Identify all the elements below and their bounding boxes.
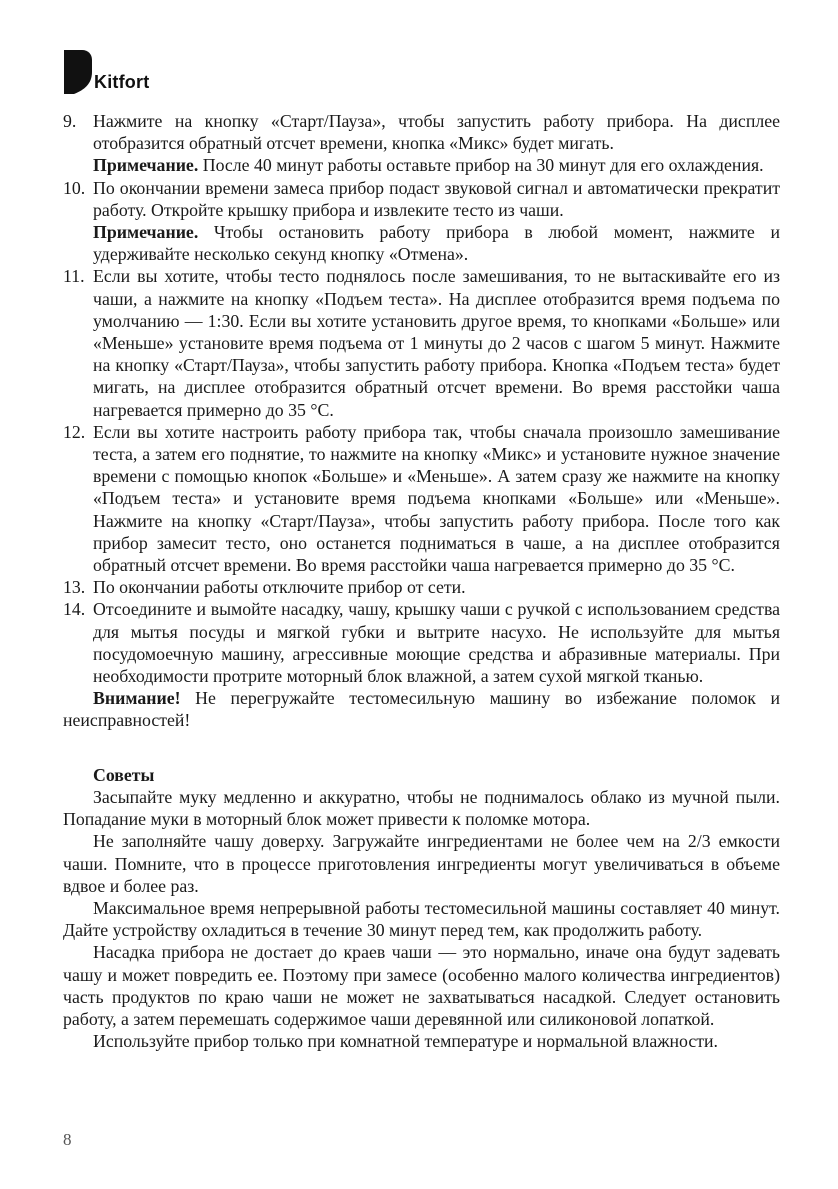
tip-paragraph: Максимальное время непрерывной работы тестомесильной машины составляет 40 минут. Дайте устройству охладиться в течение 30 минут перед тем, как продолжить работу. <box>63 897 780 941</box>
tip-paragraph: Засыпайте муку медленно и аккуратно, чтобы не поднималось облако из мучной пыли. Попадание муки в моторный блок может привести к поломке мотора. <box>63 786 780 830</box>
step-note <box>93 154 780 176</box>
tip-paragraph: Используйте прибор только при комнатной температуре и нормальной влажности. <box>93 1031 718 1052</box>
brand-name: Kitfort <box>94 72 150 92</box>
step-item <box>63 110 780 177</box>
document-body <box>63 110 780 1052</box>
step-item <box>63 265 780 420</box>
step-number: 10. <box>63 177 86 198</box>
step-item <box>63 598 780 687</box>
note-text: После 40 минут работы оставьте прибор на 30 минут для его охлаждения. <box>198 155 764 176</box>
tip-paragraph: Насадка прибора не достает до краев чаши — это нормально, иначе она будут задевать чашу и может повредить ее. Поэтому при замесе (особенно малого количества ингредиентов) часть продуктов по краю чаши не может не захватываться насадкой. Следует остановить работу, а затем перемешать содержимое чаши деревянной или силиконовой лопаткой. <box>63 942 780 1029</box>
step-text: Если вы хотите, чтобы тесто поднялось после замешивания, то не вытаскивайте его из чаши, а нажмите на кнопку «Подъем теста». На дисплее отобразится время подъема по умолчанию — 1:30. Если вы хотите установить другое время, то кнопками «Больше» или «Меньше» установите время подъема от 1 минуты до 2 часов с шагом 5 минут. Нажмите на кнопку «Старт/Пауза», чтобы запустить работу прибора. Кнопка «Подъем теста» будет мигать, на дисплее отобразится обратный отсчет времени. Во время расстойки чаша нагревается примерно до 35 °C. <box>93 266 780 420</box>
step-text: Если вы хотите настроить работу прибора так, чтобы сначала произошло замешивание теста, а затем его поднятие, то нажмите на кнопку «Микс» и установите нужное значение времени с помощью кнопок «Больше» и «Меньше». А затем сразу же нажмите на кнопку «Подъем теста» и установите время подъема кнопками «Больше» или «Меньше». Нажмите на кнопку «Старт/Пауза», чтобы запустить работу прибора. После того как прибор замесит тесто, оно останется подниматься в чаше, а на дисплее отобразится обратный отсчет времени. Во время расстойки чаша нагревается примерно до 35 °C. <box>93 421 780 576</box>
brand-logo <box>64 50 149 94</box>
step-text: По окончании работы отключите прибор от сети. <box>93 577 466 598</box>
step-number: 11. <box>63 266 85 287</box>
warning-label: Внимание! <box>93 688 181 709</box>
warning-paragraph <box>63 687 780 731</box>
step-number: 12. <box>63 421 86 442</box>
step-number: 13. <box>63 577 86 598</box>
step-number: 9. <box>63 111 77 131</box>
tip-paragraph: Не заполняйте чашу доверху. Загружайте ингредиентами не более чем на 2/3 емкости чаши. Помните, что в процессе приготовления ингредиенты могут увеличиваться в объеме вдвое и более раз. <box>63 831 780 896</box>
step-item <box>63 576 780 598</box>
step-item <box>63 421 780 576</box>
step-text: По окончании времени замеса прибор подаст звуковой сигнал и автоматически прекратит работу. Откройте крышку прибора и извлеките тесто из чаши. <box>93 177 780 220</box>
note-label: Примечание. <box>93 155 199 176</box>
tips-heading: Советы <box>93 764 155 785</box>
kitfort-logo-mark-icon <box>64 50 92 94</box>
warning-text: Не перегружайте тестомесильную машину во избежание поломок и неисправностей! <box>63 688 780 731</box>
step-number: 14. <box>63 599 86 620</box>
note-label: Примечание. <box>93 222 199 243</box>
step-text: Отсоедините и вымойте насадку, чашу, крышку чаши с ручкой с использованием средства для мытья посуды и мягкой губки и вытрите насухо. Не используйте для мытья посудомоечную машину, агрессивные моющие средства и абразивные материалы. При необходимости протрите моторный блок влажной, а затем сухой мягкой тканью. <box>93 599 780 687</box>
step-note <box>93 221 780 265</box>
note-text: Чтобы остановить работу прибора в любой момент, нажмите и удерживайте несколько секунд кнопку «Отмена». <box>93 222 780 265</box>
page-number: 8 <box>63 1130 72 1149</box>
step-text: Нажмите на кнопку «Старт/Пауза», чтобы запустить работу прибора. На дисплее отобразится обратный отсчет времени, кнопка «Микс» будет мигать. <box>93 111 780 154</box>
step-item <box>63 177 780 266</box>
